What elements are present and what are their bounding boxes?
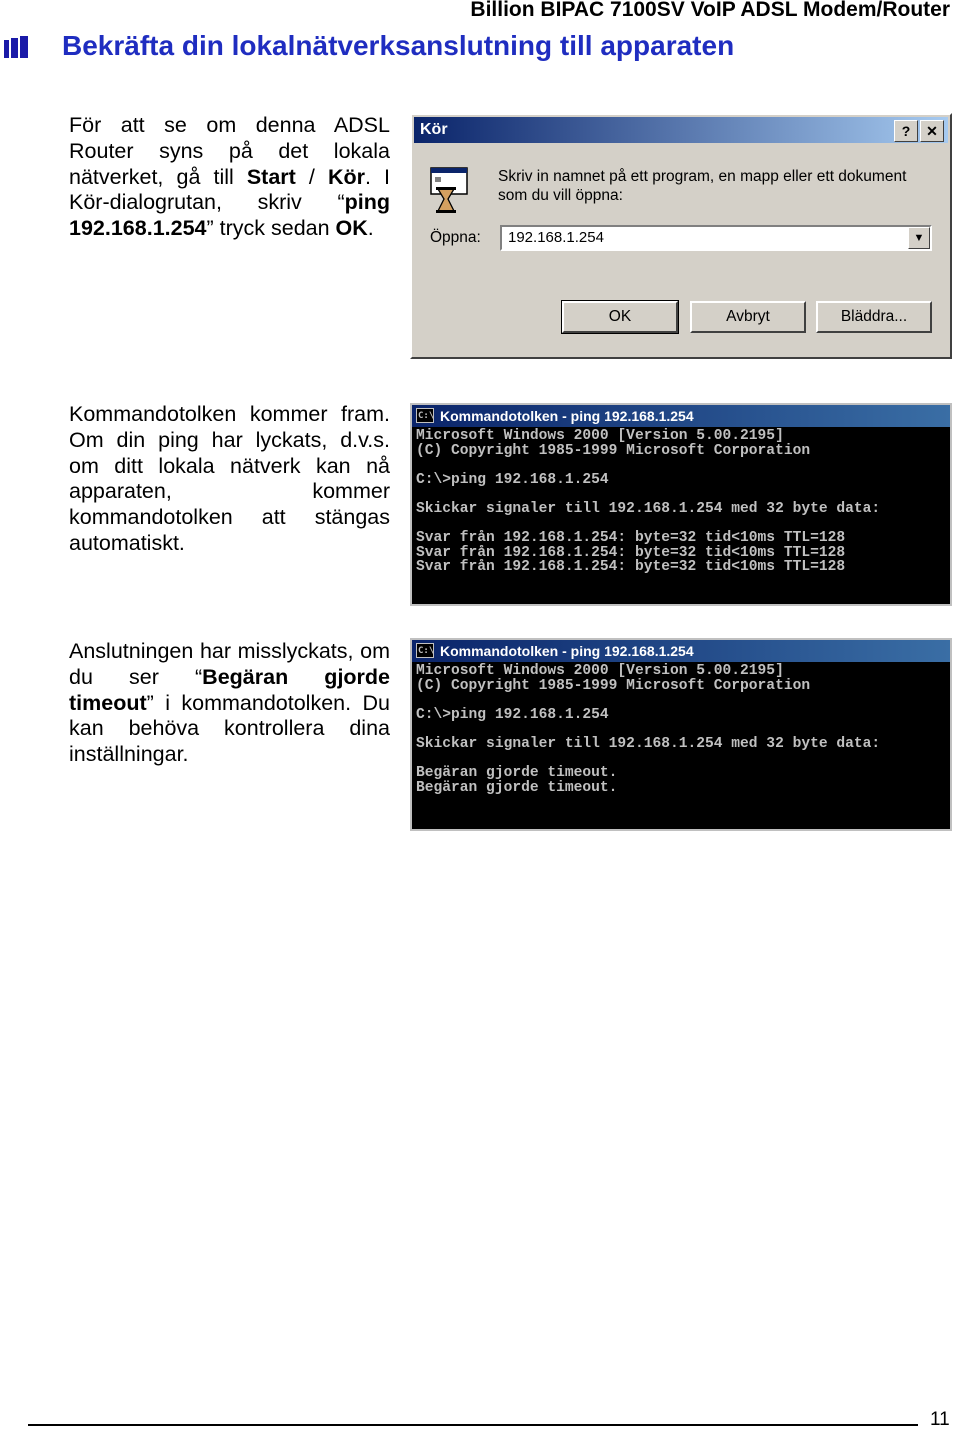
instruction-paragraph-2: Kommandotolken kommer fram. Om din ping har lyckats, d.v.s. om ditt lokala nätverk kan nå apparaten, kommer kommandotolken att stängas automatiskt. (69, 402, 390, 555)
para1-text: . I Kör-dialogrutan, skriv “ (69, 164, 391, 215)
open-label: Öppna: (430, 229, 481, 246)
chevron-down-icon[interactable]: ▼ (908, 227, 930, 249)
console1-titlebar (412, 405, 950, 427)
section-title: Bekräfta din lokalnätverksanslutning till apparaten (62, 30, 735, 61)
console2-titlebar (412, 640, 950, 662)
para3-timeout: Begäran gjorde timeout (69, 664, 391, 715)
run-program-icon (430, 167, 470, 213)
console1-output: Microsoft Windows 2000 [Version 5.00.2195] (C) Copyright 1985-1999 Microsoft Corporation C:\>ping 192.168.1.254 Skickar signaler till 192.168.1.254 med 32 byte data: Svar från 192.168.1.254: byte=32 tid<10ms TTL=128 Svar från 192.168.1.254: byte=32 tid<10ms TTL=128 Svar från 192.168.1.254: byte=32 tid<10ms TTL=128 (416, 428, 881, 576)
para1-text: ” tryck sedan (206, 216, 336, 241)
para1-ping-command: ping 192.168.1.254 (69, 190, 390, 241)
page-number: 11 (930, 1409, 950, 1430)
console2-output: Microsoft Windows 2000 [Version 5.00.2195] (C) Copyright 1985-1999 Microsoft Corporation C:\>ping 192.168.1.254 Skickar signaler till 192.168.1.254 med 32 byte data: Begäran gjorde timeout. Begäran gjorde timeout. (416, 663, 881, 796)
ok-button[interactable]: OK (562, 301, 678, 333)
close-button[interactable]: ✕ (920, 120, 944, 142)
para1-kor: Kör (327, 164, 365, 189)
para3-text: ” i kommandotolken. Du kan behöva kontrollera dina inställningar. (69, 690, 390, 767)
command-prompt-icon: C:\ (416, 408, 434, 423)
para1-text: . (367, 216, 374, 241)
run-dialog-description: Skriv in namnet på ett program, en mapp eller ett dokument som du vill öppna: (498, 168, 907, 204)
instruction-paragraph-3 (69, 639, 390, 768)
section-bullet-icon (4, 36, 28, 58)
run-dialog-titlebar (414, 117, 948, 143)
command-prompt-icon: C:\ (416, 643, 434, 658)
console1-title: Kommandotolken - ping 192.168.1.254 (440, 408, 694, 424)
para1-text: / (295, 164, 328, 189)
browse-button[interactable]: Bläddra... (816, 301, 932, 333)
para1-start: Start (246, 164, 296, 189)
open-input-value[interactable]: 192.168.1.254 (508, 229, 604, 246)
footer-divider (28, 1424, 918, 1426)
console2-title: Kommandotolken - ping 192.168.1.254 (440, 643, 694, 659)
command-prompt-timeout (410, 638, 952, 831)
para1-text: För att se om denna ADSL Router syns på det lokala nätverket, gå till (69, 113, 390, 189)
cancel-button[interactable]: Avbryt (690, 301, 806, 333)
para1-ok: OK (335, 216, 368, 241)
document-header: Billion BIPAC 7100SV VoIP ADSL Modem/Router (470, 0, 950, 21)
command-prompt-success (410, 403, 952, 606)
para3-text: Anslutningen har misslyckats, om du ser “ (69, 639, 390, 689)
open-combobox[interactable] (500, 225, 932, 251)
run-dialog (410, 113, 952, 359)
run-dialog-title: Kör (420, 121, 448, 138)
help-button[interactable]: ? (894, 120, 918, 142)
instruction-paragraph-1 (69, 113, 390, 242)
